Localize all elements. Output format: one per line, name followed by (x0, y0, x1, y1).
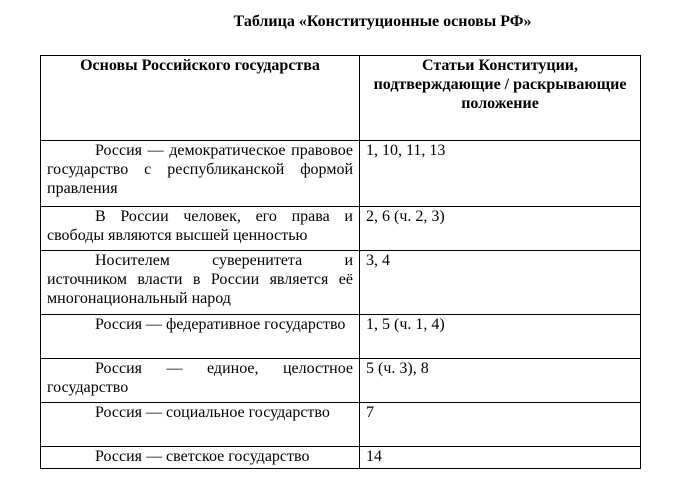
articles-cell: 14 (360, 447, 641, 469)
constitution-table (40, 55, 641, 469)
articles-cell: 1, 5 (ч. 1, 4) (360, 315, 641, 359)
table-header-row (41, 56, 641, 141)
table-row (41, 251, 641, 315)
table-row (41, 207, 641, 251)
table-row (41, 315, 641, 359)
table-title: Таблица «Конституционные основы РФ» (233, 13, 532, 30)
table-row (41, 359, 641, 403)
table-row (41, 403, 641, 447)
articles-cell: 3, 4 (360, 251, 641, 315)
principle-cell: Россия — единое, целостное государство (41, 359, 360, 403)
principle-cell: Россия — социальное государство (41, 403, 360, 447)
principle-cell: В России человек, его права и свободы являются высшей ценностью (41, 207, 360, 251)
articles-cell: 7 (360, 403, 641, 447)
articles-cell: 5 (ч. 3), 8 (360, 359, 641, 403)
table-row (41, 447, 641, 469)
principle-cell: Россия — светское государство (41, 447, 360, 469)
table-row (41, 141, 641, 207)
principle-cell: Россия — федеративное государство (41, 315, 360, 359)
principle-cell: Носителем суверенитета и источником власти в России является её многонациональный народ (41, 251, 360, 315)
principle-cell: Россия — демократическое правовое государство с республиканской формой правления (41, 141, 360, 207)
column-header-principle: Основы Российского государства (41, 56, 360, 141)
articles-cell: 1, 10, 11, 13 (360, 141, 641, 207)
articles-cell: 2, 6 (ч. 2, 3) (360, 207, 641, 251)
column-header-articles: Статьи Конституции, подтверждающие / раскрывающие положение (360, 56, 641, 141)
